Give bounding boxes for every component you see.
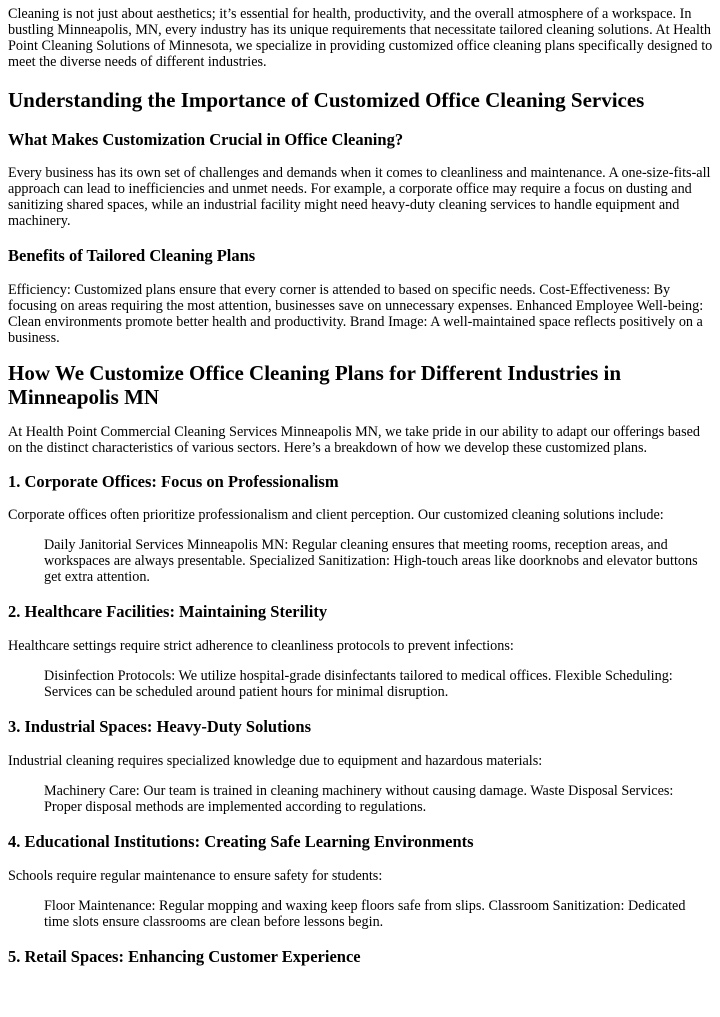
section-heading-importance: Understanding the Importance of Customized Office Cleaning Services <box>8 88 645 112</box>
item-detail-educational: Floor Maintenance: Regular mopping and waxing keep floors safe from slips. Classroom Sanitization: Dedicated time slots ensure classrooms are clean before lessons begin. <box>44 898 686 930</box>
item-text-industrial: Industrial cleaning requires specialized knowledge due to equipment and hazardous materials: <box>8 753 543 769</box>
item-heading-retail: 5. Retail Spaces: Enhancing Customer Experience <box>8 947 361 966</box>
paragraph-benefits: Efficiency: Customized plans ensure that every corner is attended to based on specific needs. Cost-Effectiveness: By focusing on areas requiring the most attention, businesses save on unnecessary expenses. Enhanced Employee Well-being: Clean environments promote better health and productivity. Brand Image: A well-maintained space reflects positively on a business. <box>8 282 704 346</box>
paragraph-customization: Every business has its own set of challenges and demands when it comes to cleanliness and maintenance. A one-size-fits-all approach can lead to inefficiencies and unmet needs. For example, a corporate office may require a focus on dusting and sanitizing shared spaces, while an industrial facility might need heavy-duty cleaning services to handle equipment and machinery. <box>8 165 711 229</box>
item-detail-healthcare: Disinfection Protocols: We utilize hospital-grade disinfectants tailored to medical offices. Flexible Scheduling: Services can be scheduled around patient hours for minimal disruption. <box>44 668 673 700</box>
intro-paragraph: Cleaning is not just about aesthetics; it’s essential for health, productivity, and the overall atmosphere of a workspace. In bustling Minneapolis, MN, every industry has its unique requirements that necessitate tailored cleaning solutions. At Health Point Cleaning Solutions of Minnesota, we specialize in providing customized office cleaning plans specifically designed to meet the diverse needs of different industries. <box>8 6 713 70</box>
item-detail-corporate: Daily Janitorial Services Minneapolis MN: Regular cleaning ensures that meeting rooms, reception areas, and workspaces are always presentable. Specialized Sanitization: High-touch areas like doorknobs and elevator buttons get extra attention. <box>44 537 698 585</box>
item-heading-industrial: 3. Industrial Spaces: Heavy-Duty Solutions <box>8 717 312 736</box>
item-detail-industrial: Machinery Care: Our team is trained in cleaning machinery without causing damage. Waste Disposal Services: Proper disposal methods are implemented according to regulations. <box>44 783 674 815</box>
section-heading-how-we-customize: How We Customize Office Cleaning Plans for Different Industries in Minneapolis MN <box>8 361 622 409</box>
item-text-educational: Schools require regular maintenance to ensure safety for students: <box>8 868 383 884</box>
item-heading-educational: 4. Educational Institutions: Creating Safe Learning Environments <box>8 832 474 851</box>
item-text-healthcare: Healthcare settings require strict adherence to cleanliness protocols to prevent infections: <box>8 638 514 654</box>
item-text-corporate: Corporate offices often prioritize professionalism and client perception. Our customized cleaning solutions include: <box>8 507 664 523</box>
item-heading-healthcare: 2. Healthcare Facilities: Maintaining Sterility <box>8 602 328 621</box>
subheading-benefits: Benefits of Tailored Cleaning Plans <box>8 246 256 265</box>
subheading-customization: What Makes Customization Crucial in Office Cleaning? <box>8 130 404 149</box>
item-heading-corporate: 1. Corporate Offices: Focus on Professionalism <box>8 472 339 491</box>
article-body <box>8 0 713 966</box>
paragraph-how-intro: At Health Point Commercial Cleaning Services Minneapolis MN, we take pride in our ability to adapt our offerings based on the distinct characteristics of various sectors. Here’s a breakdown of how we develop these customized plans. <box>8 424 701 456</box>
